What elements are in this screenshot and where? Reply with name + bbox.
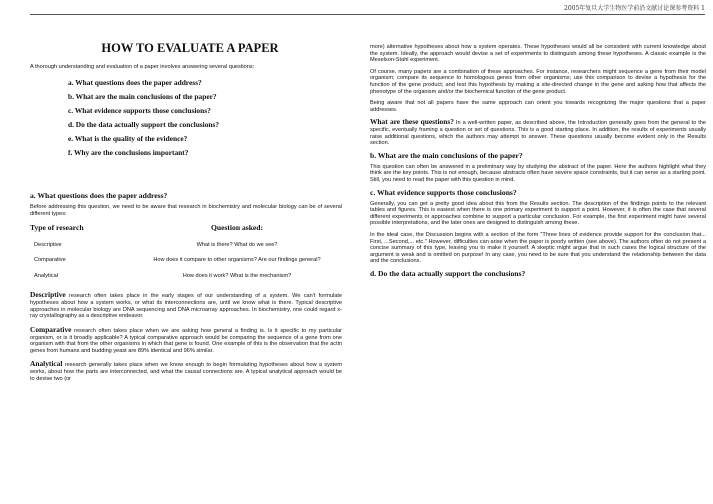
descriptive-text: research often takes place in the early stages of our understanding of a system. We can't formulate hypotheses about how a system works, or what its interconnections are, until we know what is there. Typical descriptive approaches in molecular biology are DNA sequencing and DNA microarray approaches. In biochemistry, one could regard x-ray crystallography as a descriptive endeavor. xyxy=(30,293,342,320)
question-list xyxy=(68,76,342,160)
question-item: b. What are the main conclusions of the paper? xyxy=(68,92,217,102)
section-c-text-2: In the ideal case, the Discussion begins with a section of the form "Three lines of evidence provide support for the conclusion that... First, ...Second,... etc." However, difficulties can arise when the paper is poorly written (see above). The authors often do not present a concise summary of this type, leaving you to make it yourself. A skeptic might argue that in such cases the logical structure of the argument is weak and is omitted on purpose! In any case, you need to be sure that you understand the relationship between the data and the conclusions. xyxy=(370,231,706,265)
descriptive-paragraph xyxy=(30,291,342,320)
table-cell-type: Analytical xyxy=(34,272,58,279)
table-header-row xyxy=(30,224,330,239)
analytical-paragraph xyxy=(30,360,342,382)
table-cell-question: What is there? What do we see? xyxy=(196,241,278,248)
table-row xyxy=(30,270,330,286)
analytical-text: research generally takes place when we know enough to begin formulating hypotheses about how a system works, about how the parts are interconnected, and what the causal connections are. A typical analytical approach would be to devise two (or xyxy=(30,362,342,382)
comparative-text: research often takes place when we are asking how general a finding is. Is it specific to my particular organism, or is it broadly applicable? A typical comparative approach would be comparing the sequence of a gene from one organism with that from the other organisms in which that gene is found. One example of this is the observation that the actin genes from humans and budding yeast are 89% identical and 96% similar. xyxy=(30,327,342,354)
section-c-text: Generally, you can get a pretty good idea about this from the Results section. The description of the findings points to the relevant tables and figures. This is easiest when there is one primary experiment to support a point. However, it is often the case that several different experiments or approaches combine to support a particular conclusion. For example, the first experiment might have several possible interpretations, and the later ones are designed to distinguish among these. xyxy=(370,200,706,227)
question-item: d. Do the data actually support the conclusions? xyxy=(68,120,220,130)
paragraph: more) alternative hypotheses about how a system operates. These hypotheses would all be consistent with current knowledge about the system. Ideally, the approach would devise a set of experiments to distinguish among these hypotheses. A classic example is the Meselson-Stahl experiment. xyxy=(370,44,706,64)
intro-paragraph: A thorough understanding and evaluation of a paper involves answering several questions: xyxy=(30,63,255,70)
section-b-text: This question can often be answered in a preliminary way by studying the abstract of the paper. Here the authors highlight what they think are the key points. This is not enough, because abstracts often have severe space constraints, but it can serve as a starting point. Still, you need to read the paper with this question in mind. xyxy=(370,163,706,183)
section-c-heading: c. What evidence supports those conclusions? xyxy=(370,187,517,197)
table-cell-type: Comparative xyxy=(34,257,66,264)
table-header-question: Question asked: xyxy=(210,222,264,232)
questions-text: In a well-written paper, as described above, the Introduction generally goes from the general to the specific, eventually framing a question or set of questions. This is a good starting place. In addition, the results of experiments usually raise additional questions, which the authors may attempt to answer. These questions usually become evident only in the Results section. xyxy=(370,120,706,147)
paragraph: Of course, many papers are a combination of these approaches. For instance, researchers might sequence a gene from their model organism; compare its sequence to homologous genes from other organisms; use this comparison to devise a hypothesis for the function of the gene product; and test this hypothesis by making a site-directed change in the gene and asking how that affects the phenotype of the organism and/or the biochemical function of the gene product. xyxy=(370,68,706,95)
paragraph: Being aware that not all papers have the same approach can orient you towards recognizing the major questions that a paper addresses. xyxy=(370,100,706,113)
section-a-heading: a. What questions does the paper address? xyxy=(30,191,168,201)
section-b-heading: b. What are the main conclusions of the paper? xyxy=(370,150,523,160)
comparative-paragraph xyxy=(30,326,342,355)
question-item: f. Why are the conclusions important? xyxy=(68,148,189,158)
left-column xyxy=(30,42,342,388)
research-types-table xyxy=(30,224,330,286)
section-a-text: Before addressing this question, we need to be aware that research in biochemistry and molecular biology can be of several different types: xyxy=(30,204,342,218)
descriptive-lead: Descriptive xyxy=(30,290,66,300)
section-d-heading: d. Do the data actually support the conclusions? xyxy=(370,268,526,278)
question-item: c. What evidence supports those conclusions? xyxy=(68,106,211,116)
header-text: 2005年复旦大学生物医学前沿文献讨论课参考资料 1 xyxy=(564,5,705,12)
question-item: e. What is the quality of the evidence? xyxy=(68,134,188,144)
table-row xyxy=(30,239,330,255)
paper-title: HOW TO EVALUATE A PAPER xyxy=(101,41,279,55)
header-rule xyxy=(30,14,705,15)
table-row xyxy=(30,254,330,270)
table-cell-question: How does it work? What is the mechanism? xyxy=(182,272,292,279)
analytical-lead: Analytical xyxy=(30,359,63,369)
question-item: a. What questions does the paper address? xyxy=(68,78,202,88)
questions-paragraph xyxy=(370,118,706,147)
table-cell-question: How does it compare to other organisms? Are our findings general? xyxy=(153,257,321,264)
right-column xyxy=(370,44,706,282)
table-header-type: Type of research xyxy=(30,222,84,232)
comparative-lead: Comparative xyxy=(30,324,72,334)
table-cell-type: Descriptive xyxy=(34,241,62,248)
questions-lead: What are these questions? xyxy=(370,117,454,127)
spacer xyxy=(30,160,342,192)
